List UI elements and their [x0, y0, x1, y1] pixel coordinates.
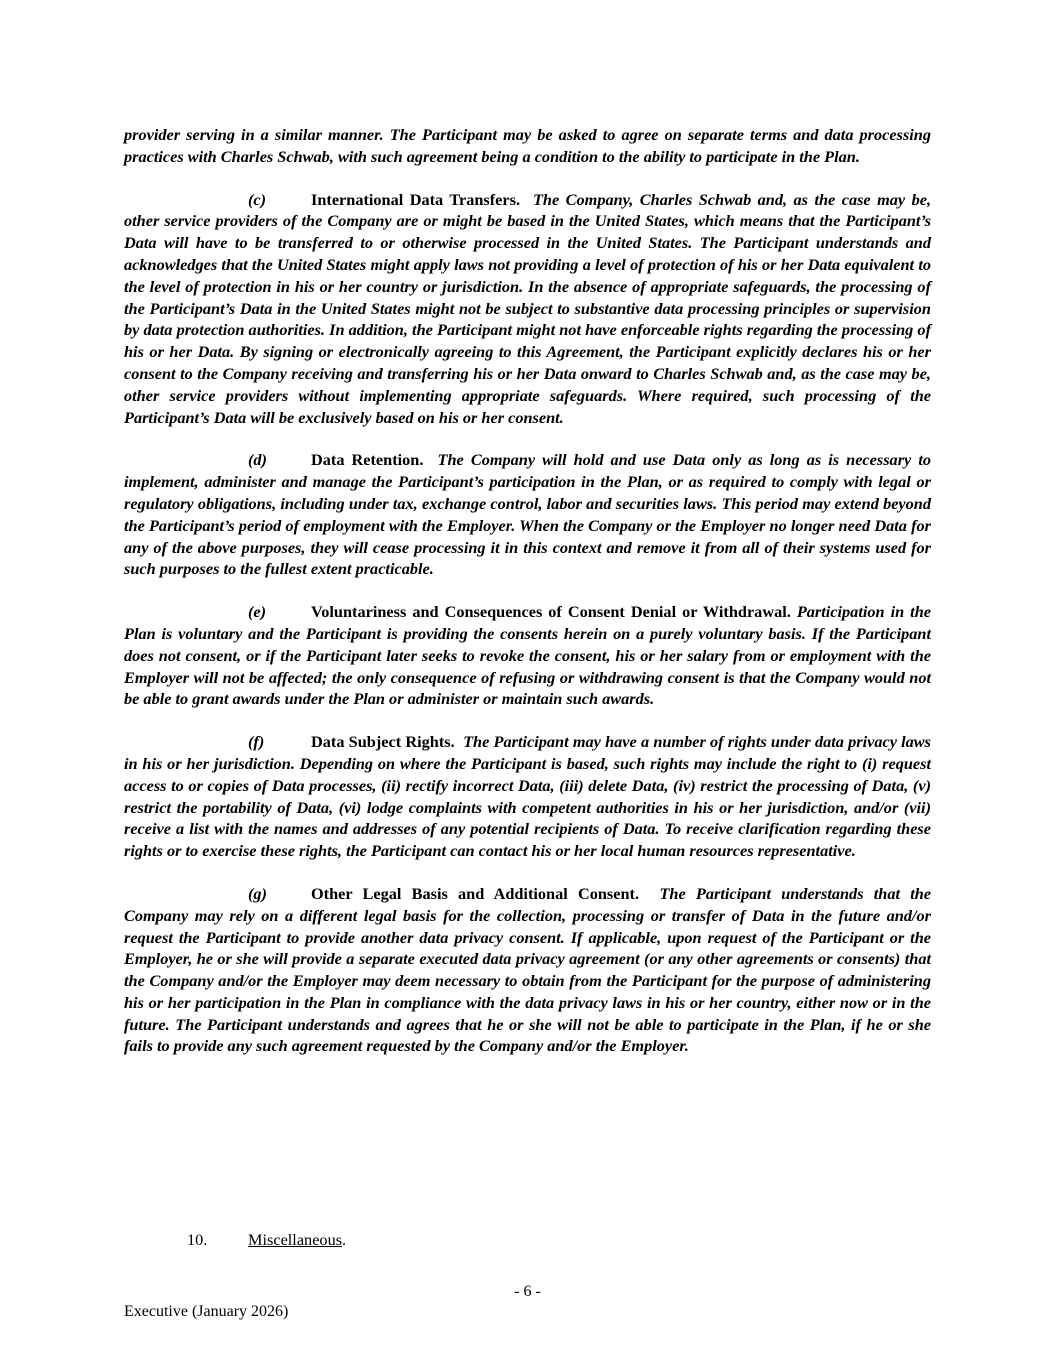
- paragraph-g-other-legal-basis: [124, 883, 931, 1057]
- paragraph-e-voluntariness: [124, 601, 931, 710]
- paragraph-heading: Data Retention.: [311, 450, 424, 470]
- paragraph-marker: (g): [248, 883, 267, 903]
- paragraph-heading: Data Subject Rights.: [311, 732, 455, 752]
- paragraph-marker: (d): [248, 450, 267, 470]
- document-body: [124, 124, 931, 1078]
- paragraph-text: The Company will hold and use Data only as long as is necessary to implement, administer and manage the Participant’s participation in the Plan, or as required to comply with legal or regulatory obligations, including under tax, exchange control, labor and securities laws. This period may extend beyond the Participant’s period of employment with the Employer. When the Company or the Employer no longer need Data for any of the above purposes, they will cease processing it in this context and remove it from all of their systems used for such purposes to the fullest extent practicable.: [124, 450, 931, 579]
- paragraph-heading: Other Legal Basis and Additional Consent.: [311, 883, 640, 903]
- paragraph-marker: (f): [248, 732, 265, 752]
- section-heading-miscellaneous: [187, 1229, 346, 1251]
- paragraph-text: provider serving in a similar manner. The Participant may be asked to agree on separate terms and data processing practices with Charles Schwab, with such agreement being a condition to the ability to participate in the Plan.: [124, 125, 931, 166]
- paragraph-heading: International Data Transfers.: [311, 189, 521, 209]
- paragraph-text: The Participant understands that the Company may rely on a different legal basis for the collection, processing or transfer of Data in the future and/or request the Participant to provide another data privacy consent. If applicable, upon request of the Participant or the Employer, he or she will provide a separate executed data privacy agreement (or any other agreements or consents) that the Company and/or the Employer may deem necessary to obtain from the Participant for the purpose of administering his or her participation in the Plan in compliance with the data privacy laws in his or her country, either now or in the future. The Participant understands and agrees that he or she will not be able to participate in the Plan, if he or she fails to provide any such agreement requested by the Company and/or the Employer.: [124, 883, 931, 1056]
- paragraph-c-international-data-transfers: [124, 189, 931, 429]
- paragraph-f-data-subject-rights: [124, 731, 931, 862]
- paragraph-text: The Company, Charles Schwab and, as the case may be, other service providers of the Company are or might be based in the United States, which means that the Participant’s Data will have to be transferred to or otherwise processed in the United States. The Participant understands and acknowledges that the United States might apply laws not providing a level of protection of his or her Data equivalent to the level of protection in his or her country or jurisdiction. In the absence of appropriate safeguards, the processing of the Participant’s Data in the United States might not be subject to substantive data processing principles or supervision by data protection authorities. In addition, the Participant might not have enforceable rights regarding the processing of his or her Data. By signing or electronically agreeing to this Agreement, the Participant explicitly declares his or her consent to the Company receiving and transferring his or her Data onward to Charles Schwab and, as the case may be, other service providers without implementing appropriate safeguards. Where required, such processing of the Participant’s Data will be exclusively based on his or her consent.: [124, 189, 932, 427]
- section-number: 10.: [187, 1230, 208, 1249]
- paragraph-text: Participation in the Plan is voluntary and the Participant is providing the consents herein on a purely voluntary basis. If the Participant does not consent, or if the Participant later seeks to revoke the consent, his or her salary from or employment with the Employer will not be affected; the only consequence of refusing or withdrawing consent is that the Company would not be able to grant awards under the Plan or administer or maintain such awards.: [124, 602, 931, 709]
- page-number: - 6 -: [514, 1283, 541, 1300]
- section-title-suffix: .: [342, 1230, 347, 1249]
- paragraph-marker: (c): [248, 189, 267, 209]
- paragraph-continuation: [124, 124, 931, 168]
- paragraph-d-data-retention: [124, 449, 931, 580]
- paragraph-text: The Participant may have a number of rights under data privacy laws in his or her jurisdiction. Depending on where the Participant is based, such rights may include the right to (i) request access to or copies of Data processes, (ii) rectify incorrect Data, (iii) delete Data, (iv) restrict the processing of Data, (v) restrict the portability of Data, (vi) lodge complaints with competent authorities in his or her jurisdiction, and/or (vii) receive a list with the names and addresses of any potential recipients of Data. To receive clarification regarding these rights or to exercise these rights, the Participant can contact his or her local human resources representative.: [124, 732, 932, 861]
- section-title: Miscellaneous: [248, 1230, 343, 1249]
- footer-label: Executive (January 2026): [124, 1303, 289, 1320]
- paragraph-heading: Voluntariness and Consequences of Consent Denial or Withdrawal.: [311, 602, 791, 622]
- paragraph-marker: (e): [248, 602, 267, 622]
